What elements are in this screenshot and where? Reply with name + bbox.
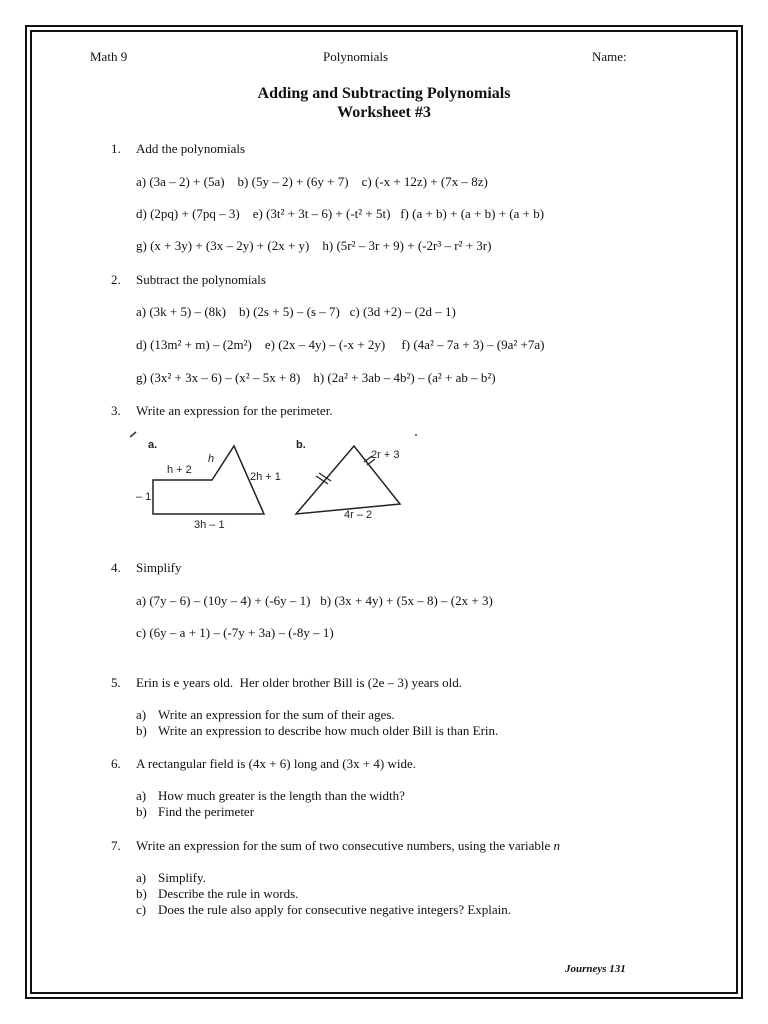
sub-label: b) [136,886,147,901]
sub-text: Describe the rule in words. [158,886,299,901]
sub-label: a) [136,707,147,722]
question-text: Add the polynomials [136,141,246,156]
sub-question [136,788,405,804]
sub-question [136,804,254,820]
sub-text: Write an expression to describe how much older Bill is than Erin. [158,723,499,738]
problem-row: g) (3x² + 3x – 6) – (x² – 5x + 8) h) (2a² + 3ab – 4b²) – (a² + ab – b²) [136,370,496,385]
problem-row: a) (7y – 6) – (10y – 4) + (-6y – 1) b) (3x + 4y) + (5x – 8) – (2x + 3) [136,593,493,608]
figure-b-label: b. [296,439,306,451]
question-text: Simplify [136,560,182,575]
problem-row: a) (3k + 5) – (8k) b) (2s + 5) – (s – 7) c) (3d +2) – (2d – 1) [136,304,456,319]
problem-row: a) (3a – 2) + (5a) b) (5y – 2) + (6y + 7) c) (-x + 12z) + (7x – 8z) [136,174,488,189]
sub-question [136,707,395,723]
figure-a-top-label: h + 2 [167,464,192,476]
figure-a-h-label: h [208,453,215,465]
problem-row: g) (x + 3y) + (3x – 2y) + (2x + y) h) (5r² – 3r + 9) + (-2r³ – r² + 3r) [136,238,492,253]
question-number: 7. [111,838,121,853]
perimeter-figures [130,428,430,540]
sub-text: Simplify. [158,870,206,885]
pen-mark [130,432,136,437]
topic-label: Polynomials [323,49,389,64]
figure-b-bottom-label: 4r – 2 [344,509,373,521]
name-label: Name: [592,49,627,64]
question-text: Subtract the polynomials [136,272,266,287]
sub-text: Write an expression for the sum of their ages. [158,707,395,722]
question-number: 1. [111,141,121,156]
sub-question [136,902,511,918]
question-number: 6. [111,756,121,771]
page-footer: Journeys 131 [565,963,626,975]
sub-label: c) [136,902,147,917]
question-text-line [136,838,560,854]
sub-text: How much greater is the length than the width? [158,788,405,803]
sub-label: a) [136,870,147,885]
speck [415,434,417,436]
question-text: Erin is e years old. Her older brother Bill is (2e – 3) years old. [136,675,462,690]
figure-a-bottom-label: 3h – 1 [194,519,225,531]
question-number: 2. [111,272,121,287]
sub-text: Does the rule also apply for consecutive negative integers? Explain. [158,902,512,917]
problem-row: c) (6y – a + 1) – (-7y + 3a) – (-8y – 1) [136,625,334,640]
worksheet-title: Adding and Subtracting Polynomials [257,85,511,102]
question-text: Write an expression for the perimeter. [136,403,333,418]
sub-question [136,886,298,902]
sub-label: b) [136,804,147,819]
sub-label: a) [136,788,147,803]
variable-n: n [553,838,561,853]
problem-row: d) (2pq) + (7pq – 3) e) (3t² + 3t – 6) + (-t² + 5t) f) (a + b) + (a + b) + (a + b) [136,206,545,221]
figure-a-slant-label: 2h + 1 [250,471,281,483]
question-text: A rectangular field is (4x + 6) long and (3x + 4) wide. [136,756,417,771]
question-number: 4. [111,560,121,575]
course-label: Math 9 [90,49,128,64]
figure-a-label: a. [148,439,158,451]
question-text: Write an expression for the sum of two consecutive numbers, using the variable [136,838,551,853]
sub-question [136,723,498,739]
question-number: 3. [111,403,121,418]
sub-text: Find the perimeter [158,804,255,819]
problem-row: d) (13m² + m) – (2m²) e) (2x – 4y) – (-x + 2y) f) (4a² – 7a + 3) – (9a² +7a) [136,337,545,352]
worksheet-subtitle: Worksheet #3 [337,104,431,121]
figure-b-top-label: 2r + 3 [371,449,400,461]
sub-label: b) [136,723,147,738]
figure-a-left-label: – 1 [136,491,152,503]
sub-question [136,870,206,886]
question-number: 5. [111,675,121,690]
